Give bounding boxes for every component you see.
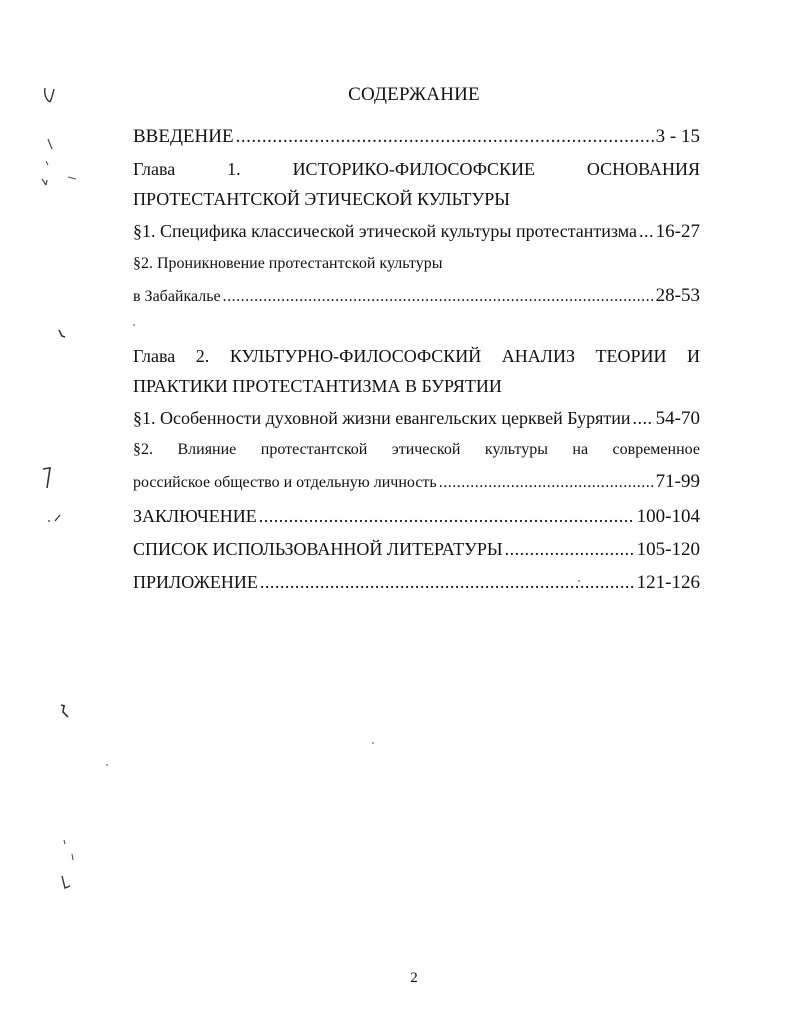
chapter-1-heading-line-1 <box>133 158 700 180</box>
scan-mark <box>42 86 56 104</box>
scan-mark <box>56 328 70 342</box>
toc-page-range: 71-99 <box>655 471 700 492</box>
chapter-title-word: ТЕОРИИ <box>595 346 667 366</box>
chapter-title-word: АНАЛИЗ <box>501 346 575 366</box>
chapter-title-word: И <box>687 346 700 366</box>
toc-entry-chapter-2-section-1 <box>133 407 700 430</box>
toc-label-word: этической <box>391 441 461 458</box>
toc-label: §1. Специфика классической этической культуры протестантизма <box>133 221 638 241</box>
dot-leader <box>439 472 654 494</box>
page-title: СОДЕРЖАНИЕ <box>348 84 480 105</box>
toc-entry-chapter-1-section-2-line-1: §2. Проникновение протестантской культуры <box>133 255 443 272</box>
chapter-prefix: Глава <box>133 159 176 179</box>
toc-entry-chapter-1-section-2-line-2 <box>133 285 700 308</box>
scan-mark <box>40 135 80 195</box>
scan-speck <box>372 742 374 744</box>
scan-speck <box>133 324 135 326</box>
toc-entry-chapter-2-section-2-line-2 <box>133 471 700 494</box>
toc-page-range: 54-70 <box>655 408 700 429</box>
dot-leader <box>505 538 635 560</box>
toc-label-word: современное <box>612 441 700 458</box>
toc-label-word: протестантской <box>260 441 368 458</box>
toc-entry-bibliography <box>133 538 700 561</box>
scan-mark <box>60 838 80 898</box>
toc-page-range: 3 - 15 <box>655 126 700 147</box>
chapter-title-word: 2. <box>195 346 210 366</box>
dot-leader <box>236 126 654 148</box>
scan-mark <box>58 702 72 720</box>
toc-label: ЗАКЛЮЧЕНИЕ <box>133 506 257 526</box>
toc-page-range: 105-120 <box>636 539 700 560</box>
toc-page-range: 100-104 <box>636 506 700 527</box>
toc-label-word: §2. <box>133 441 153 458</box>
dot-leader <box>639 220 654 242</box>
scan-mark <box>40 466 54 492</box>
toc-entry-appendix <box>133 571 700 594</box>
dot-leader <box>260 571 635 593</box>
toc-entry-chapter-2-section-2-line-1 <box>133 439 700 461</box>
toc-entry-introduction <box>133 126 700 148</box>
dot-leader <box>223 286 654 308</box>
dot-leader <box>633 407 654 429</box>
toc-entry-chapter-1-section-1 <box>133 220 700 243</box>
chapter-title-word: Глава <box>133 346 176 366</box>
chapter-2-heading-line-1 <box>133 345 700 367</box>
dot-leader <box>259 505 635 527</box>
toc-label: СПИСОК ИСПОЛЬЗОВАННОЙ ЛИТЕРАТУРЫ <box>133 539 503 559</box>
chapter-title-word: ОСНОВАНИЯ <box>586 159 700 179</box>
toc-entry-conclusion <box>133 505 700 528</box>
scan-speck <box>106 764 108 766</box>
toc-label: ВВЕДЕНИЕ <box>133 126 234 147</box>
toc-label-word: на <box>572 441 589 458</box>
toc-label-word: Влияние <box>177 441 237 458</box>
page-number: 2 <box>410 970 418 986</box>
chapter-number: 1. <box>227 159 241 179</box>
chapter-2-heading-line-2: ПРАКТИКИ ПРОТЕСТАНТИЗМА В БУРЯТИИ <box>133 376 502 396</box>
toc-page-range: 28-53 <box>655 285 700 306</box>
chapter-title-word: КУЛЬТУРНО-ФИЛОСОФСКИЙ <box>229 346 482 366</box>
chapter-title-word: ИСТОРИКО-ФИЛОСОФСКИЕ <box>292 159 535 179</box>
toc-label: российское общество и отдельную личность <box>133 474 437 491</box>
toc-label-word: культуры <box>484 441 548 458</box>
toc-label: в Забайкалье <box>133 288 221 305</box>
toc-label: ПРИЛОЖЕНИЕ <box>133 572 258 592</box>
scan-mark <box>46 512 62 524</box>
toc-label: §1. Особенности духовной жизни евангельских церквей Бурятии <box>133 408 631 428</box>
chapter-1-heading-line-2: ПРОТЕСТАНТСКОЙ ЭТИЧЕСКОЙ КУЛЬТУРЫ <box>133 189 511 209</box>
toc-page-range: 16-27 <box>655 221 700 242</box>
toc-page-range: 121-126 <box>636 572 700 593</box>
scan-speck <box>578 580 580 582</box>
